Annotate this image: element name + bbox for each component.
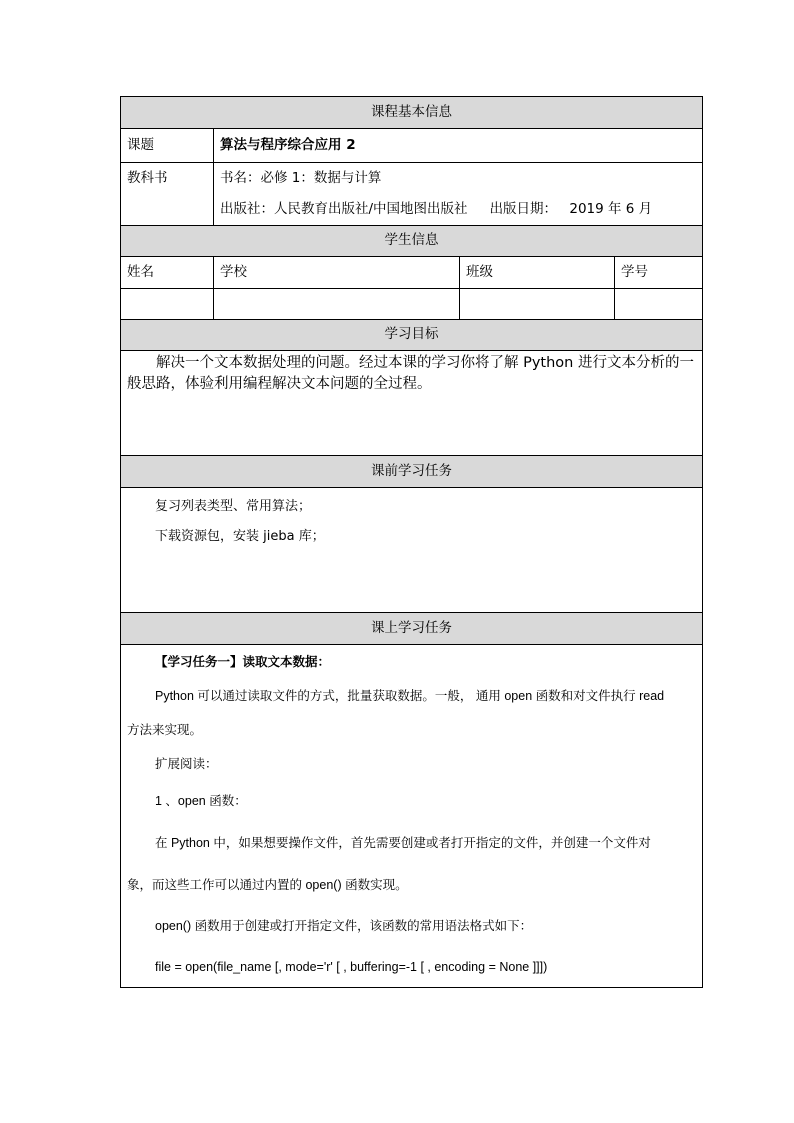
publish-date [490, 201, 653, 219]
lesson-table [120, 96, 703, 988]
student-labels-row [121, 257, 703, 289]
name-label: 姓名 [121, 257, 214, 289]
student-values-row [121, 289, 703, 320]
textbook-details [214, 163, 703, 226]
in-class-row [121, 645, 703, 988]
objectives-header-row [121, 320, 703, 351]
class-field[interactable] [460, 289, 615, 320]
objectives-header: 学习目标 [121, 320, 703, 351]
in-class-header: 课上学习任务 [121, 613, 703, 645]
class-label: 班级 [460, 257, 615, 289]
in-class-cell [121, 645, 703, 988]
task1-line1-cont: 方法来实现。 [127, 723, 203, 737]
publish-date-label: 出版日期： [489, 200, 558, 217]
publisher: 出版社：人民教育出版社/中国地图出版社 [220, 200, 468, 217]
name-field[interactable] [121, 289, 214, 320]
textbook-label: 教科书 [121, 163, 214, 226]
pre-class-row [121, 488, 703, 613]
student-id-field[interactable] [615, 289, 703, 320]
course-info-header-row [121, 97, 703, 129]
objectives-row [121, 351, 703, 456]
lesson-form [120, 96, 702, 988]
open-function-heading: 1 、open 函数： [155, 794, 247, 808]
publisher-line [220, 201, 696, 219]
pre-class-item-review: 复习列表类型、常用算法； [155, 499, 312, 514]
course-info-header: 课程基本信息 [121, 97, 703, 129]
task1-line1: Python 可以通过读取文件的方式，批量获取数据。一般， 通用 open 函数和对文件执行 read [155, 689, 665, 703]
para2-line2: 象，而这些工作可以通过内置的 open() 函数实现。 [127, 878, 408, 892]
objectives-cell [121, 351, 703, 456]
topic-value: 算法与程序综合应用 2 [214, 129, 703, 163]
student-info-header-row [121, 226, 703, 257]
pre-class-item-download: 下载资源包，安装 jieba 库； [155, 529, 325, 544]
student-info-header: 学生信息 [121, 226, 703, 257]
topic-row [121, 129, 703, 163]
book-name: 书名：必修 1：数据与计算 [220, 170, 382, 186]
pre-class-header: 课前学习任务 [121, 456, 703, 488]
objectives-text: 解决一个文本数据处理的问题。经过本课的学习你将了解 Python 进行文本分析的一般思路，体验利用编程解决文本问题的全过程。 [127, 355, 694, 392]
textbook-row [121, 163, 703, 226]
open-syntax-code: file = open(file_name [, mode='r' [ , buffering=-1 [ , encoding = None ]]]) [155, 960, 548, 974]
open-syntax-intro: open() 函数用于创建或打开指定文件，该函数的常用语法格式如下： [155, 919, 533, 933]
pre-class-cell [121, 488, 703, 613]
pre-class-header-row [121, 456, 703, 488]
school-field[interactable] [214, 289, 460, 320]
topic-label: 课题 [121, 129, 214, 163]
in-class-header-row [121, 613, 703, 645]
para2-line1: 在 Python 中，如果想要操作文件，首先需要创建或者打开指定的文件，并创建一个文件对 [155, 836, 651, 850]
publish-date-value: 2019 年 6 月 [569, 200, 653, 217]
school-label: 学校 [214, 257, 460, 289]
student-id-label: 学号 [615, 257, 703, 289]
extended-reading-label: 扩展阅读： [155, 757, 218, 771]
task1-title: 【学习任务一】读取文本数据： [155, 655, 331, 669]
